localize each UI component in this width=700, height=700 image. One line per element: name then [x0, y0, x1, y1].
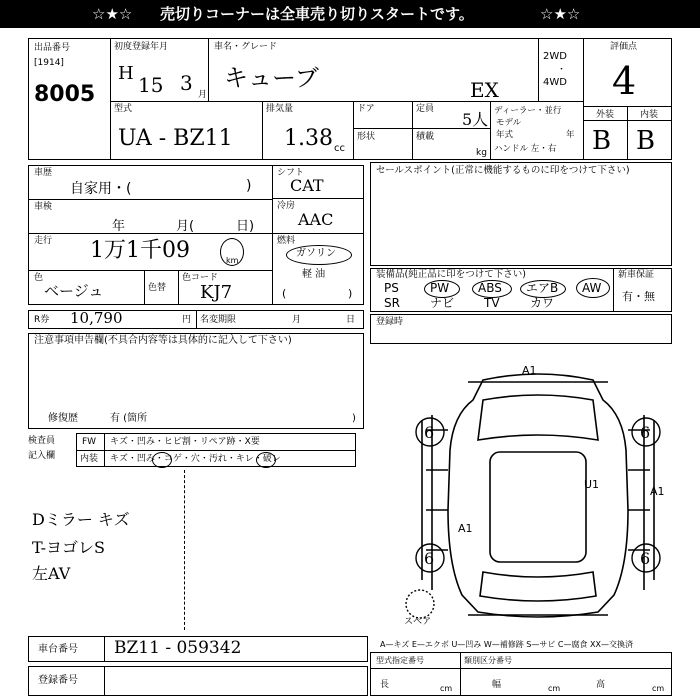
repair-close: )	[352, 413, 356, 424]
disp-label: 排気量	[266, 104, 294, 114]
usage-value: 自家用・(	[70, 181, 132, 197]
notes-block	[28, 333, 364, 429]
dealer-line1: ディーラー・並行	[494, 106, 562, 116]
listing-label: 出品番号	[34, 43, 71, 53]
dims-label1: 型式指定番号	[376, 656, 424, 665]
newcar-label: 新車保証	[618, 270, 655, 280]
eval-value: 4	[612, 59, 637, 103]
wheel-rl: 6	[424, 549, 435, 568]
mileage-value: 1万1千09	[90, 238, 190, 263]
chassis-label: 車台番号	[38, 644, 78, 655]
registered-block	[370, 314, 672, 344]
car-name: キューブ	[224, 64, 319, 92]
equip-abs: ABS	[478, 281, 502, 295]
wheel-rr: 6	[640, 549, 651, 568]
dims-width-unit: cm	[548, 684, 561, 693]
ac-value: AAC	[298, 210, 334, 229]
colorcode-label: 色コード	[182, 273, 219, 283]
banner-text: 売切りコーナーは全車売り切りスタートです。	[160, 5, 474, 23]
dims-length-unit: cm	[440, 684, 453, 693]
load-unit: kg	[476, 148, 487, 158]
handnote-2: T-ヨゴレS	[32, 538, 105, 557]
fuel-light: 軽 油	[302, 269, 326, 280]
reg-month-unit: 月	[198, 90, 208, 100]
mileage-label: 走行	[34, 236, 53, 246]
chassis-value: BZ11 - 059342	[114, 638, 242, 658]
plate-label: 登録番号	[38, 675, 78, 686]
banner-stars-right: ☆★☆	[540, 5, 581, 23]
deadline-label: 名変期限	[200, 315, 237, 325]
handnote-3: 左AV	[32, 564, 71, 583]
equip-abs-circle	[472, 280, 512, 298]
deadline-month: 月	[292, 315, 302, 325]
dims-width: 幅	[492, 680, 502, 690]
dims-height: 高	[596, 680, 606, 690]
equip-airbag: エアB	[526, 281, 559, 295]
recycle-unit: 円	[182, 315, 192, 325]
banner-stars-left: ☆★☆	[92, 5, 133, 23]
disp-value: 1.38	[284, 126, 333, 151]
mark-u1-right: U1	[584, 478, 600, 491]
usage-label: 車歴	[34, 168, 53, 178]
color-value: ベージュ	[44, 282, 104, 300]
doors-label: ドア	[357, 104, 375, 114]
dealer-line2: モデル	[496, 118, 522, 128]
notes-label: 注意事項申告欄(不具合内容等は具体的に記入して下さい)	[34, 335, 292, 346]
reg-era: H	[118, 63, 134, 84]
equip-ps: PS	[384, 281, 399, 295]
fuel-paren-close: )	[348, 287, 353, 300]
sales-label: セールスポイント(正常に機能するものに印をつけて下さい)	[376, 165, 630, 176]
disp-unit: cc	[334, 143, 345, 154]
wheel-fr: 6	[640, 423, 651, 442]
int-mark-dirt	[256, 452, 276, 468]
dealer-line3: 年式	[496, 130, 514, 140]
load-label: 積載	[416, 132, 435, 142]
header-banner	[0, 0, 700, 28]
inspection-year: 年	[112, 219, 126, 234]
equip-pw-circle	[424, 280, 460, 298]
inspector-int-items: キズ・凹み・コゲ・穴・汚れ・キレ・破レ	[110, 454, 281, 464]
recycle-value: 10,790	[70, 309, 123, 327]
fuel-label: 燃料	[277, 236, 296, 246]
dealer-line3b: 年	[566, 130, 575, 140]
doors-shape-label: 形状	[357, 132, 376, 142]
reg-year: 15	[138, 73, 164, 97]
capacity-label: 定員	[416, 104, 435, 114]
drive-4wd: 4WD	[543, 77, 567, 88]
fuel-paren-open: (	[282, 287, 287, 300]
ac-label: 冷房	[277, 201, 296, 211]
equip-leather: カワ	[530, 296, 555, 310]
eval-label: 評価点	[610, 42, 638, 52]
equip-airbag-circle	[520, 280, 566, 298]
equip-tv: TV	[484, 296, 500, 310]
color-change-label: 色替	[148, 283, 167, 293]
damage-legend: A—キズ E—エクボ U—凹み W—補修跡 S—サビ C—腐食 XX—交換済	[380, 640, 634, 649]
eval-ext: B	[592, 126, 612, 156]
mark-a1-left: A1	[458, 522, 473, 535]
colorcode-value: KJ7	[200, 282, 233, 303]
fuel-gasoline: ガソリン	[296, 248, 336, 259]
sales-points-block	[370, 162, 672, 266]
dealer-line4: ハンドル 左・右	[494, 144, 557, 154]
drive-2wd: 2WD	[543, 51, 567, 62]
spare-label: スペア	[404, 617, 432, 627]
plate-row	[28, 666, 368, 696]
inspector-label2: 記入欄	[28, 451, 56, 461]
model-value: UA - BZ11	[118, 126, 233, 151]
car-label: 車名・グレード	[214, 42, 278, 52]
equip-aw: AW	[582, 281, 602, 295]
newcar-value: 有・無	[622, 290, 655, 303]
inspection-day: 日)	[236, 219, 255, 234]
dims-length: 長	[380, 680, 390, 690]
equip-navi: ナビ	[430, 296, 455, 310]
listing-number: 8005	[34, 82, 96, 107]
eval-ext-label: 外装	[596, 110, 615, 120]
shift-label: シフト	[277, 168, 305, 178]
shift-value: CAT	[290, 176, 324, 195]
dims-label1b: 類別区分番号	[464, 656, 512, 665]
drive-dot: ・	[557, 65, 567, 75]
mileage-unit: km	[226, 256, 239, 265]
equip-aw-circle	[576, 278, 610, 298]
registered-label: 登録時	[376, 317, 404, 327]
inspector-fw-items: キズ・凹み・ヒビ割・リペア跡・X要	[110, 437, 260, 447]
wheel-fl: 6	[424, 423, 435, 442]
inspector-label1: 検査員	[28, 436, 56, 446]
usage-close: )	[246, 178, 252, 194]
dims-height-unit: cm	[652, 684, 665, 693]
equip-sr: SR	[384, 296, 400, 310]
handnote-1: Dミラー キズ	[32, 510, 130, 529]
mark-a1-front: A1	[522, 364, 537, 377]
inspection-month: 月(	[176, 219, 195, 234]
reg-month: 3	[180, 71, 193, 95]
listing-sub: [1914]	[34, 58, 64, 68]
mark-a1-right: A1	[650, 485, 665, 498]
recycle-label: R券	[34, 315, 50, 325]
equipment-label: 装備品(純正品に印をつけて下さい)	[376, 269, 526, 280]
model-label: 型式	[114, 104, 133, 114]
color-label: 色	[34, 273, 44, 283]
damage-diagram	[388, 360, 678, 630]
inspection-label: 車検	[34, 202, 53, 212]
repair-label: 修復歴	[48, 413, 78, 424]
repair-value: 有 (箇所	[110, 413, 148, 424]
equip-pw: PW	[430, 281, 450, 295]
int-mark-dent	[152, 452, 172, 468]
inspector-interior: 内装	[80, 454, 99, 464]
eval-int-label: 内装	[640, 110, 659, 120]
inspector-fw: FW	[82, 437, 97, 447]
deadline-day: 日	[346, 315, 356, 325]
eval-int: B	[636, 126, 656, 156]
capacity-value: 5人	[462, 110, 489, 129]
reg-label: 初度登録年月	[114, 42, 169, 52]
car-grade: EX	[470, 78, 499, 102]
